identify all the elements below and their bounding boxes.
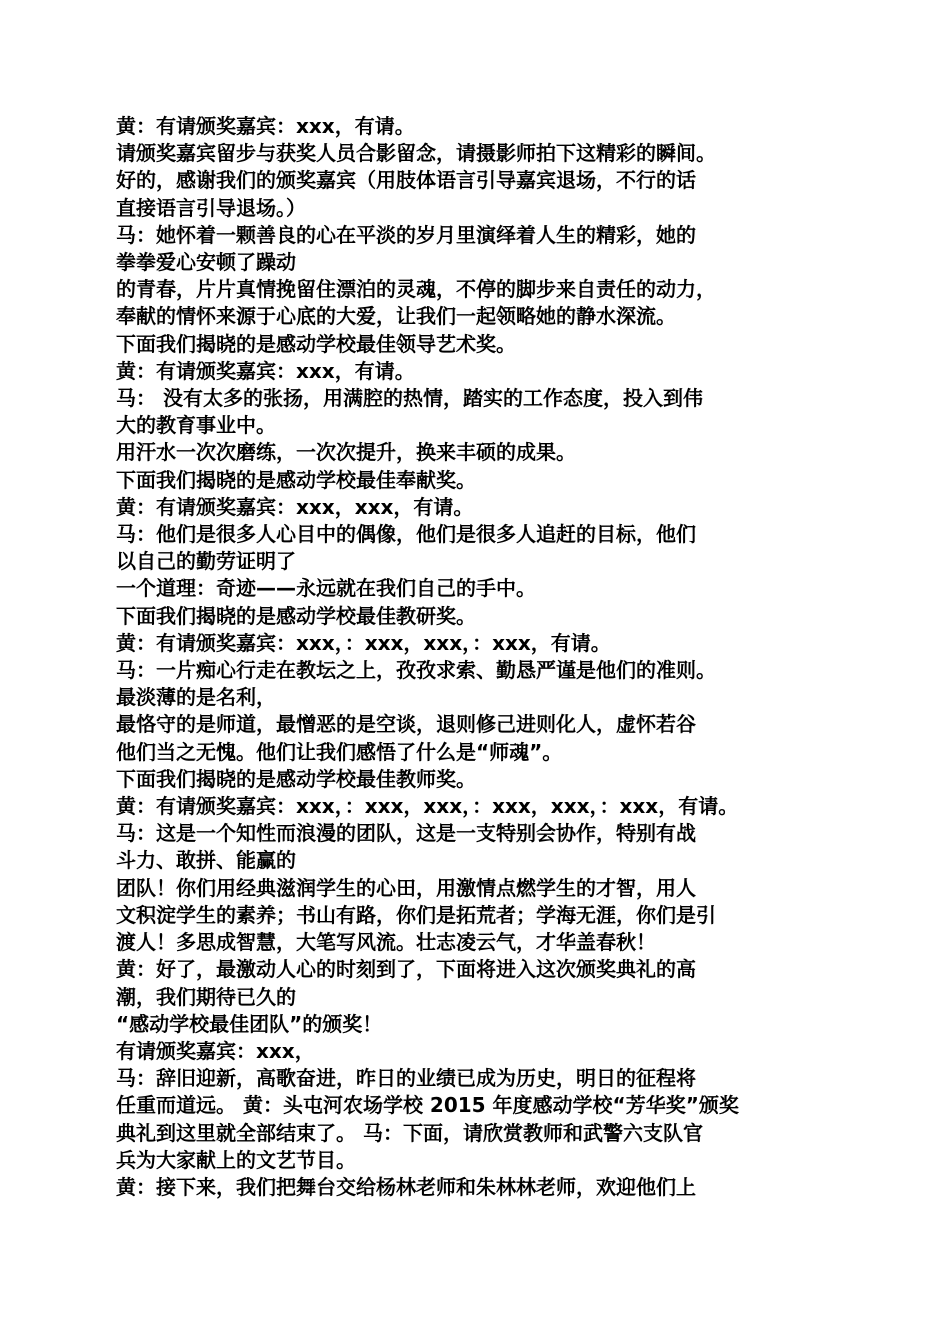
text-line: 任重而道远。 黄：头屯河农场学校 2015 年度感动学校“芳华奖”颁奖: [116, 1093, 739, 1118]
text-line: 好的，感谢我们的颁奖嘉宾（用肢体语言引导嘉宾退场，不行的话: [116, 168, 696, 193]
text-line: 下面我们揭晓的是感动学校最佳领导艺术奖。: [116, 331, 516, 356]
text-line: 团队！你们用经典滋润学生的心田，用激情点燃学生的才智，用人: [116, 875, 696, 900]
text-line: 黄：有请颁奖嘉宾：xxx，：xxx，xxx，：xxx，有请。: [116, 630, 611, 655]
text-line: 兵为大家献上的文艺节目。: [116, 1147, 356, 1172]
text-line: 斗力、敢拼、能赢的: [116, 848, 296, 873]
text-line: 渡人！多思成智慧，大笔写风流。壮志凌云气，才华盖春秋！: [116, 930, 656, 955]
text-line: “感动学校最佳团队”的颁奖！: [116, 1011, 383, 1036]
text-line: 最淡薄的是名利，: [116, 685, 276, 710]
text-line: 典礼到这里就全部结束了。 马：下面，请欣赏教师和武警六支队官: [116, 1120, 703, 1145]
text-line: 马：他们是很多人心目中的偶像，他们是很多人追赶的目标，他们: [116, 522, 696, 547]
text-line: 黄：接下来，我们把舞台交给杨林老师和朱林林老师，欢迎他们上: [116, 1174, 696, 1199]
text-line: 直接语言引导退场。）: [116, 195, 306, 220]
text-line: 马： 没有太多的张扬，用满腔的热情，踏实的工作态度，投入到伟: [116, 386, 703, 411]
text-line: 黄：好了，最激动人心的时刻到了，下面将进入这次颁奖典礼的高: [116, 957, 696, 982]
text-line: 的青春，片片真情挽留住漂泊的灵魂，不停的脚步来自责任的动力，: [116, 277, 716, 302]
text-line: 以自己的勤劳证明了: [116, 549, 296, 574]
text-line: 马：这是一个知性而浪漫的团队，这是一支特别会协作，特别有战: [116, 821, 696, 846]
text-line: 黄：有请颁奖嘉宾：xxx，有请。: [116, 114, 415, 138]
text-line: 下面我们揭晓的是感动学校最佳教师奖。: [116, 766, 476, 791]
text-line: 潮，我们期待已久的: [116, 984, 296, 1009]
text-line: 马：辞旧迎新，高歌奋进，昨日的业绩已成为历史，明日的征程将: [116, 1066, 696, 1091]
text-line: 拳拳爱心安顿了躁动: [116, 250, 296, 275]
text-line: 用汗水一次次磨练，一次次提升，换来丰硕的成果。: [116, 440, 576, 465]
text-line: 奉献的情怀来源于心底的大爱，让我们一起领略她的静水深流。: [116, 304, 676, 329]
text-line: 马：一片痴心行走在教坛之上，孜孜求索、勤恳严谨是他们的准则。: [116, 658, 716, 683]
text-line: 文积淀学生的素养；书山有路，你们是拓荒者；学海无涯，你们是引: [116, 902, 716, 927]
text-line: 有请颁奖嘉宾：xxx，: [116, 1038, 315, 1063]
text-line: 他们当之无愧。他们让我们感悟了什么是“师魂”。: [116, 739, 563, 764]
text-line: 黄：有请颁奖嘉宾：xxx，有请。: [116, 358, 415, 383]
text-line: 一个道理：奇迹——永远就在我们自己的手中。: [116, 576, 536, 601]
text-line: 最恪守的是师道，最憎恶的是空谈，退则修己进则化人，虚怀若谷: [116, 712, 696, 737]
text-line: 马：她怀着一颗善良的心在平淡的岁月里演绎着人生的精彩，她的: [116, 222, 696, 247]
text-line: 黄：有请颁奖嘉宾：xxx，：xxx，xxx，：xxx，xxx，：xxx，有请。: [116, 794, 739, 819]
text-line: 下面我们揭晓的是感动学校最佳教研奖。: [116, 603, 476, 628]
document-body: [116, 113, 840, 1201]
text-line: 请颁奖嘉宾留步与获奖人员合影留念，请摄影师拍下这精彩的瞬间。: [116, 141, 716, 166]
text-line: 黄：有请颁奖嘉宾：xxx，xxx，有请。: [116, 494, 474, 519]
text-line: 下面我们揭晓的是感动学校最佳奉献奖。: [116, 467, 476, 492]
text-line: 大的教育事业中。: [116, 413, 276, 438]
